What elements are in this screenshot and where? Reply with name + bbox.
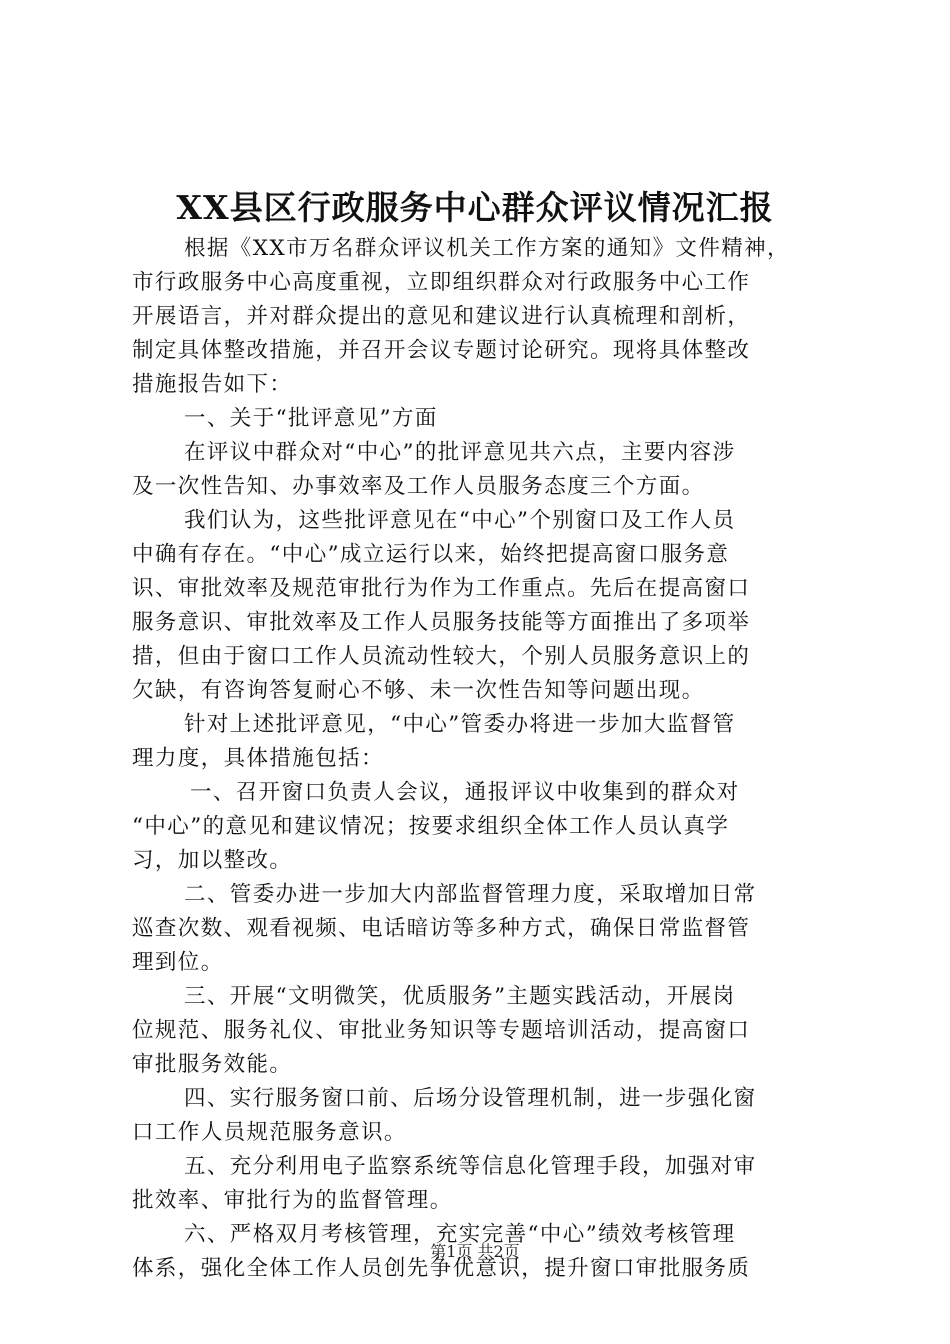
list-item-line: 四、实行服务窗口前、后场分设管理机制，进一步强化窗 xyxy=(184,1086,757,1111)
list-item-line: 六、严格双月考核管理，充实完善“中心”绩效考核管理 xyxy=(184,1222,736,1247)
paragraph-line: 措施报告如下： xyxy=(132,372,293,397)
list-item-line: 五、充分利用电子监察系统等信息化管理手段，加强对审 xyxy=(184,1154,757,1179)
paragraph-line: 制定具体整改措施，并召开会议专题讨论研究。现将具体整改 xyxy=(132,338,751,363)
list-item-line: 习，加以整改。 xyxy=(132,848,293,873)
list-item-line: 位规范、服务礼仪、审批业务知识等专题培训活动，提高窗口 xyxy=(132,1018,751,1043)
section-heading: 一、关于“批评意见”方面 xyxy=(184,406,438,431)
list-item-line: “中心”的意见和建议情况；按要求组织全体工作人员认真学 xyxy=(132,814,730,839)
list-item-line: 巡查次数、观看视频、电话暗访等多种方式，确保日常监督管 xyxy=(132,916,751,941)
paragraph-line: 针对上述批评意见，“中心”管委办将进一步加大监督管 xyxy=(184,712,736,737)
list-item-line: 三、开展“文明微笑，优质服务”主题实践活动，开展岗 xyxy=(184,984,736,1009)
document-body xyxy=(132,232,832,1286)
paragraph-line: 我们认为，这些批评意见在“中心”个别窗口及工作人员 xyxy=(184,508,736,533)
list-item-line: 口工作人员规范服务意识。 xyxy=(132,1120,407,1145)
list-item-line: 批效率、审批行为的监督管理。 xyxy=(132,1188,453,1213)
paragraph-line: 开展语言，并对群众提出的意见和建议进行认真梳理和剖析， xyxy=(132,304,751,329)
paragraph-line: 措，但由于窗口工作人员流动性较大，个别人员服务意识上的 xyxy=(132,644,751,669)
page-number-footer: 第1页 共2页 xyxy=(430,1242,520,1261)
paragraph-line: 根据《XX市万名群众评议机关工作方案的通知》文件精神， xyxy=(184,236,790,261)
list-item-line: 体系，强化全体工作人员创先争优意识，提升窗口审批服务质 xyxy=(132,1256,751,1281)
paragraph-line: 在评议中群众对“中心”的批评意见共六点，主要内容涉 xyxy=(184,440,736,465)
paragraph-line: 市行政服务中心高度重视，立即组织群众对行政服务中心工作 xyxy=(132,270,751,295)
document-title: XX县区行政服务中心群众评议情况汇报 xyxy=(176,188,774,227)
list-item-line: 一、召开窗口负责人会议，通报评议中收集到的群众对 xyxy=(190,780,740,805)
paragraph-line: 识、审批效率及规范审批行为作为工作重点。先后在提高窗口 xyxy=(132,576,751,601)
list-item-line: 二、管委办进一步加大内部监督管理力度，采取增加日常 xyxy=(184,882,757,907)
paragraph-line: 服务意识、审批效率及工作人员服务技能等方面推出了多项举 xyxy=(132,610,751,635)
paragraph-line: 及一次性告知、办事效率及工作人员服务态度三个方面。 xyxy=(132,474,705,499)
list-item-line: 审批服务效能。 xyxy=(132,1052,293,1077)
paragraph-line: 欠缺，有咨询答复耐心不够、未一次性告知等问题出现。 xyxy=(132,678,705,703)
paragraph-line: 中确有存在。“中心”成立运行以来，始终把提高窗口服务意 xyxy=(132,542,730,567)
paragraph-line: 理力度，具体措施包括： xyxy=(132,746,384,771)
list-item-line: 理到位。 xyxy=(132,950,224,975)
